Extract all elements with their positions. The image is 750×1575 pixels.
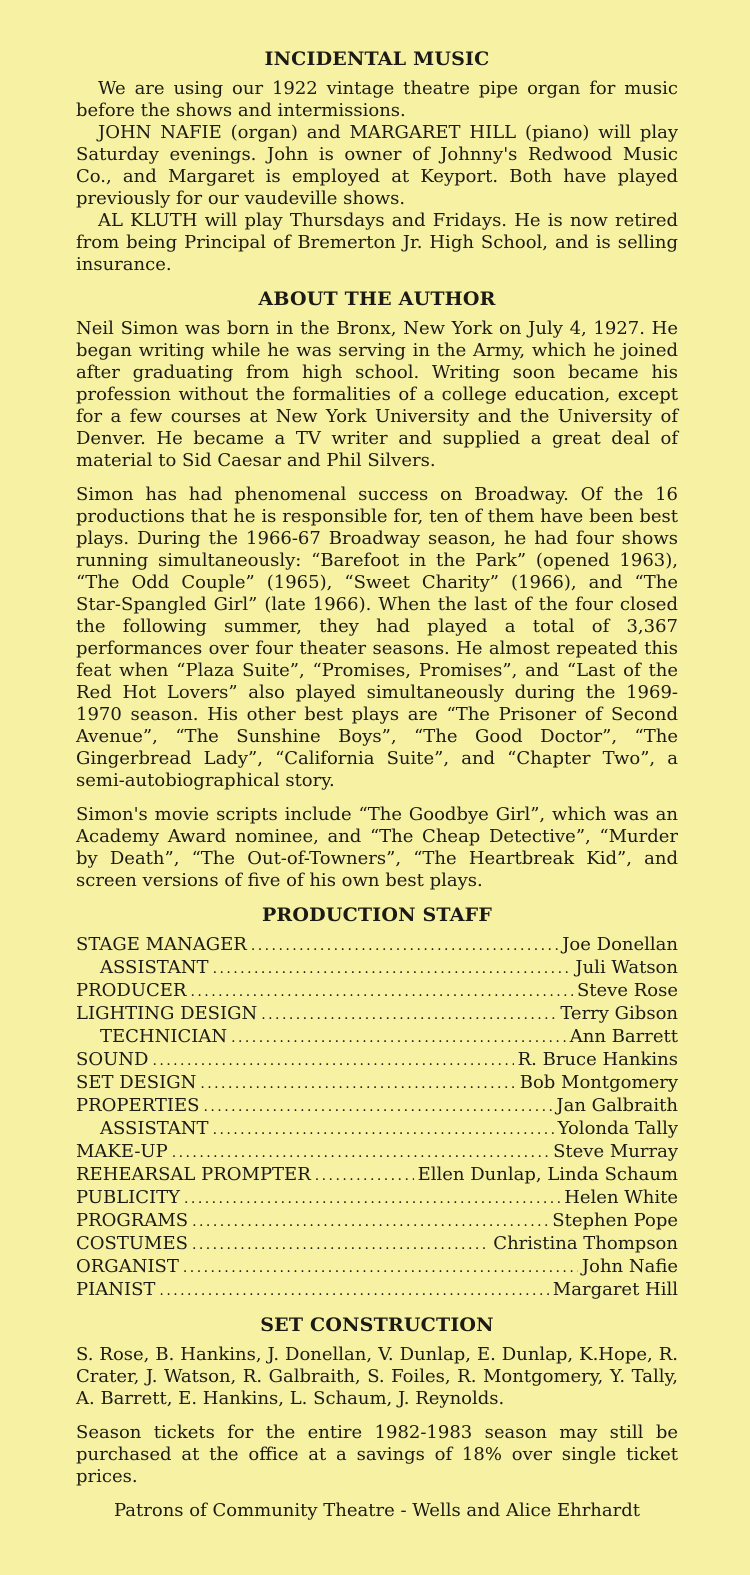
- set-construction-heading: SET CONSTRUCTION: [260, 1314, 494, 1336]
- staff-row: [76, 1141, 678, 1164]
- staff-row: [76, 934, 678, 957]
- staff-row: [76, 1026, 678, 1049]
- dot-leader: [204, 1095, 553, 1118]
- staff-name: Christina Thompson: [493, 1233, 678, 1254]
- staff-role: ORGANIST: [76, 1256, 179, 1277]
- dot-leader: [315, 1164, 414, 1187]
- staff-row: [76, 1164, 678, 1187]
- staff-row: [76, 1003, 678, 1026]
- incidental-paragraph-3: AL KLUTH will play Thursdays and Fridays. He is now retired from being Principal of Bremerton Jr. High School, and is selling insurance.: [76, 210, 678, 275]
- staff-row: [76, 1256, 678, 1279]
- staff-name: Bob Montgomery: [519, 1072, 678, 1093]
- staff-role: SOUND: [76, 1049, 149, 1070]
- staff-row: [76, 1072, 678, 1095]
- author-paragraph-2: Simon has had phenomenal success on Broadway. Of the 16 productions that he is responsible for, ten of them have been best plays. During the 1966-67 Broadway season, he had four shows running simultaneously: “Barefoot in the Park” (opened 1963), “The Odd Couple” (1965), “Sweet Charity” (1966), and “The Star-Spangled Girl” (late 1966). When the last of the four closed the following summer, they had played a total of 3,367 performances over four theater seasons. He almost repeated this feat when “Plaza Suite”, “Promises, Promises”, and “Last of the Red Hot Lovers” also played simultaneously during the 1969-1970 season. His other best plays are “The Prisoner of Second Avenue”, “The Sunshine Boys”, “The Good Doctor”, “The Gingerbread Lady”, “California Suite”, and “Chapter Two”, a semi-autobiographical story.: [76, 484, 678, 791]
- staff-name: Steve Rose: [576, 980, 678, 1001]
- season-tickets-note: Season tickets for the entire 1982-1983 season may still be purchased at the office at a savings of 18% over single ticket prices.: [76, 1422, 678, 1487]
- staff-role: PRODUCER: [76, 980, 187, 1001]
- set-construction-names: S. Rose, B. Hankins, J. Donellan, V. Dunlap, E. Dunlap, K.Hope, R. Crater, J. Watson, R. Galbraith, S. Foiles, R. Montgomery, Y. Tally, A. Barrett, E. Hankins, L. Schaum, J. Reynolds.: [76, 1344, 678, 1409]
- dot-leader: [159, 1279, 548, 1302]
- staff-row: [76, 980, 678, 1003]
- dot-leader: [200, 1072, 515, 1095]
- dot-leader: [261, 1003, 556, 1026]
- staff-row: [76, 1233, 678, 1256]
- staff-role: TECHNICIAN: [100, 1026, 228, 1047]
- staff-row: [76, 1095, 678, 1118]
- staff-name: Ellen Dunlap, Linda Schaum: [417, 1164, 678, 1185]
- production-staff-section: [76, 904, 678, 1302]
- staff-role: PUBLICITY: [76, 1187, 181, 1208]
- patrons-line: Patrons of Community Theatre - Wells and Alice Ehrhardt: [113, 1500, 640, 1521]
- incidental-music-heading: INCIDENTAL MUSIC: [264, 48, 490, 70]
- staff-role: ASSISTANT: [100, 1118, 209, 1139]
- staff-name: Terry Gibson: [560, 1003, 678, 1024]
- dot-leader: [231, 1026, 566, 1049]
- dot-leader: [172, 1141, 549, 1164]
- dot-leader: [183, 1256, 578, 1279]
- about-author-heading: ABOUT THE AUTHOR: [258, 288, 496, 310]
- staff-name: Margaret Hill: [552, 1279, 678, 1300]
- dot-leader: [213, 1118, 554, 1141]
- staff-role: MAKE-UP: [76, 1141, 168, 1162]
- staff-role: LIGHTING DESIGN: [76, 1003, 258, 1024]
- set-construction-section: [76, 1314, 678, 1522]
- staff-row: [76, 1118, 678, 1141]
- production-staff-heading: PRODUCTION STAFF: [261, 904, 493, 926]
- staff-name: Juli Watson: [575, 957, 678, 978]
- about-author-section: [76, 288, 678, 892]
- staff-name: Steve Murray: [553, 1141, 678, 1162]
- dot-leader: [192, 1233, 489, 1256]
- dot-leader: [192, 1210, 548, 1233]
- staff-row: [76, 1049, 678, 1072]
- staff-name: Yolonda Tally: [557, 1118, 678, 1139]
- staff-row: [76, 1279, 678, 1302]
- author-paragraph-1: Neil Simon was born in the Bronx, New York on July 4, 1927. He began writing while he was serving in the Army, which he joined after graduating from high school. Writing soon became his profession without the formalities of a college education, except for a few courses at New York University and the University of Denver. He became a TV writer and supplied a great deal of material to Sid Caesar and Phil Silvers.: [76, 318, 678, 471]
- staff-name: Jan Galbraith: [556, 1095, 678, 1116]
- staff-role: PROPERTIES: [76, 1095, 200, 1116]
- author-paragraph-3: Simon's movie scripts include “The Goodbye Girl”, which was an Academy Award nominee, and “The Cheap Detective”, “Murder by Death”, “The Out-of-Towners”, “The Heartbreak Kid”, and screen versions of five of his own best plays.: [76, 804, 678, 891]
- staff-role: ASSISTANT: [100, 957, 209, 978]
- staff-role: PROGRAMS: [76, 1210, 189, 1231]
- dot-leader: [184, 1187, 560, 1210]
- staff-role: SET DESIGN: [76, 1072, 197, 1093]
- staff-name: Joe Donellan: [562, 934, 678, 955]
- incidental-music-section: [76, 48, 678, 276]
- dot-leader: [251, 934, 558, 957]
- dot-leader: [152, 1049, 513, 1072]
- staff-name: Helen White: [564, 1187, 678, 1208]
- staff-role: REHEARSAL PROMPTER: [76, 1164, 311, 1185]
- staff-role: PIANIST: [76, 1279, 156, 1300]
- incidental-paragraph-1: We are using our 1922 vintage theatre pipe organ for music before the shows and intermissions.: [76, 78, 678, 121]
- staff-list: [76, 934, 678, 1302]
- staff-name: R. Bruce Hankins: [517, 1049, 678, 1070]
- staff-role: COSTUMES: [76, 1233, 188, 1254]
- staff-row: [76, 957, 678, 980]
- staff-row: [76, 1210, 678, 1233]
- dot-leader: [213, 957, 572, 980]
- dot-leader: [191, 980, 573, 1003]
- staff-name: Ann Barrett: [569, 1026, 678, 1047]
- staff-name: Stephen Pope: [552, 1210, 678, 1231]
- staff-name: John Nafie: [581, 1256, 678, 1277]
- incidental-paragraph-2: JOHN NAFIE (organ) and MARGARET HILL (piano) will play Saturday evenings. John is owner of Johnny's Redwood Music Co., and Margaret is employed at Keyport. Both have played previously for our vaudeville shows.: [76, 122, 678, 209]
- staff-role: STAGE MANAGER: [76, 934, 247, 955]
- staff-row: [76, 1187, 678, 1210]
